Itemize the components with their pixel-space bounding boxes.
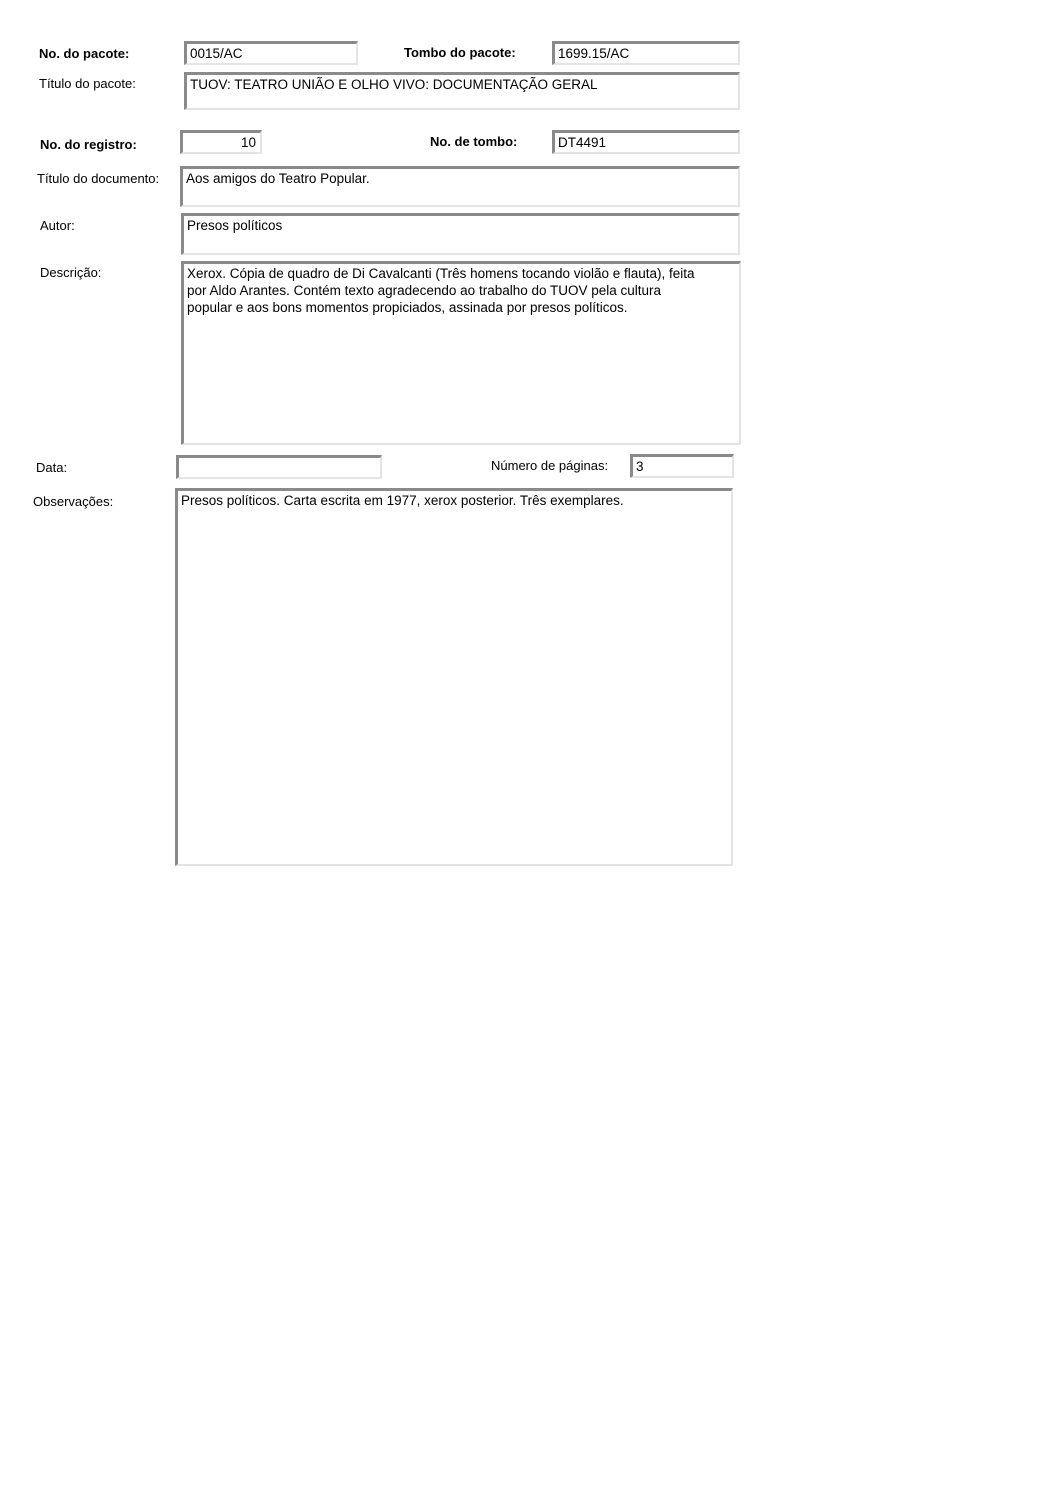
tombo-pacote-label: Tombo do pacote: (404, 45, 516, 60)
titulo-pacote-label: Título do pacote: (39, 76, 136, 91)
observacoes-field[interactable]: Presos políticos. Carta escrita em 1977, xerox posterior. Três exemplares. (175, 488, 733, 866)
titulo-pacote-field[interactable]: TUOV: TEATRO UNIÃO E OLHO VIVO: DOCUMENTAÇÃO GERAL (184, 72, 740, 110)
titulo-documento-label: Título do documento: (37, 171, 160, 186)
tombo-pacote-field[interactable]: 1699.15/AC (552, 41, 740, 65)
no-registro-field[interactable]: 10 (180, 130, 262, 154)
no-pacote-label: No. do pacote: (39, 46, 130, 61)
no-tombo-field[interactable]: DT4491 (552, 130, 740, 154)
no-registro-label: No. do registro: (40, 137, 137, 152)
descricao-field[interactable]: Xerox. Cópia de quadro de Di Cavalcanti (Três homens tocando violão e flauta), feita por Aldo Arantes. Contém texto agradecendo ao trabalho do TUOV pela cultura popular e aos bons momentos propiciados, assinada por presos políticos. (181, 261, 741, 445)
observacoes-label: Observações: (33, 494, 114, 509)
autor-field[interactable]: Presos políticos (181, 213, 740, 255)
autor-label: Autor: (40, 218, 75, 233)
data-field[interactable] (176, 455, 382, 479)
titulo-documento-field[interactable]: Aos amigos do Teatro Popular. (180, 166, 740, 207)
data-label: Data: (36, 460, 68, 475)
no-tombo-label: No. de tombo: (430, 134, 518, 149)
descricao-label: Descrição: (40, 265, 102, 280)
numero-paginas-field[interactable]: 3 (630, 454, 734, 478)
no-pacote-field[interactable]: 0015/AC (184, 41, 358, 65)
numero-paginas-label: Número de páginas: (491, 458, 609, 473)
